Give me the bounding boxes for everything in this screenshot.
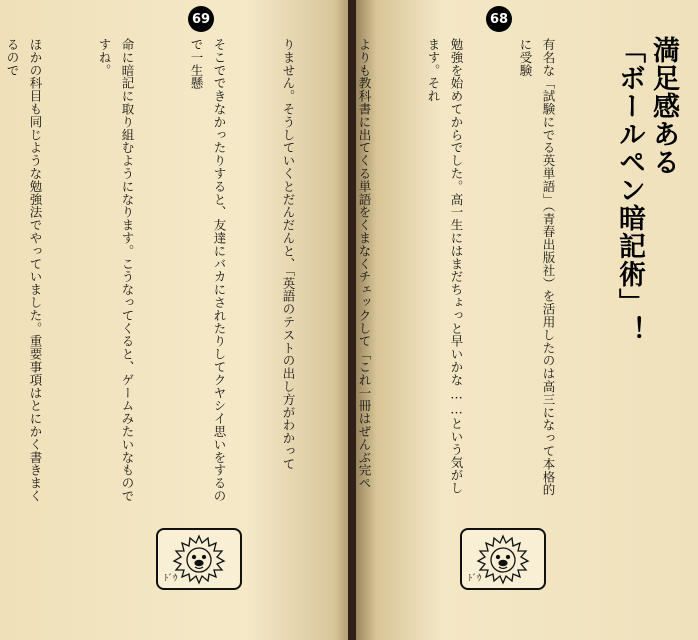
left-body-text bbox=[0, 38, 346, 504]
lion-illustration bbox=[460, 528, 546, 590]
page-number-badge bbox=[486, 6, 512, 32]
illustrator-signature: ﾄﾞｳ bbox=[468, 574, 482, 584]
page-number: 68 bbox=[489, 11, 509, 27]
body-line: 命に暗記に取り組むようになります。こうなってくると、ゲームみたいなものですね。 bbox=[97, 38, 135, 503]
right-body-text bbox=[356, 38, 606, 504]
page-68 bbox=[356, 0, 698, 640]
body-line: 勉強を始めてからでした。高一生にはまだちょっと早いかな……という気がします。それ bbox=[426, 38, 464, 495]
headline-line: 「ボールペン暗記術」！ bbox=[614, 36, 645, 344]
body-line: よりも教科書に出てくる単語をくまなくチェックして「これ一冊はぜんぶ完ぺ bbox=[357, 38, 372, 490]
previous-text-line: りません。そうしていくとだんだんと、「英語のテストの出し方がわかって bbox=[281, 38, 296, 471]
article-headline bbox=[612, 36, 680, 506]
page-number-badge bbox=[188, 6, 214, 32]
page-number: 69 bbox=[191, 11, 211, 27]
headline-line: 満足感ある bbox=[648, 36, 679, 176]
illustrator-signature: ﾄﾞｳ bbox=[164, 574, 178, 584]
body-line: 有名な「試験にでる英単語」（青春出版社）を活用したのは高三になって本格的に受験 bbox=[518, 38, 556, 497]
body-line: そこでできなかったりすると、友達にバカにされたりしてクヤシイ思いをするので一生懸 bbox=[189, 38, 227, 503]
body-line: ほかの科目も同じような勉強法でやっていました。重要事項はとにかく書きまくるので bbox=[5, 38, 43, 503]
lion-illustration bbox=[156, 528, 242, 590]
